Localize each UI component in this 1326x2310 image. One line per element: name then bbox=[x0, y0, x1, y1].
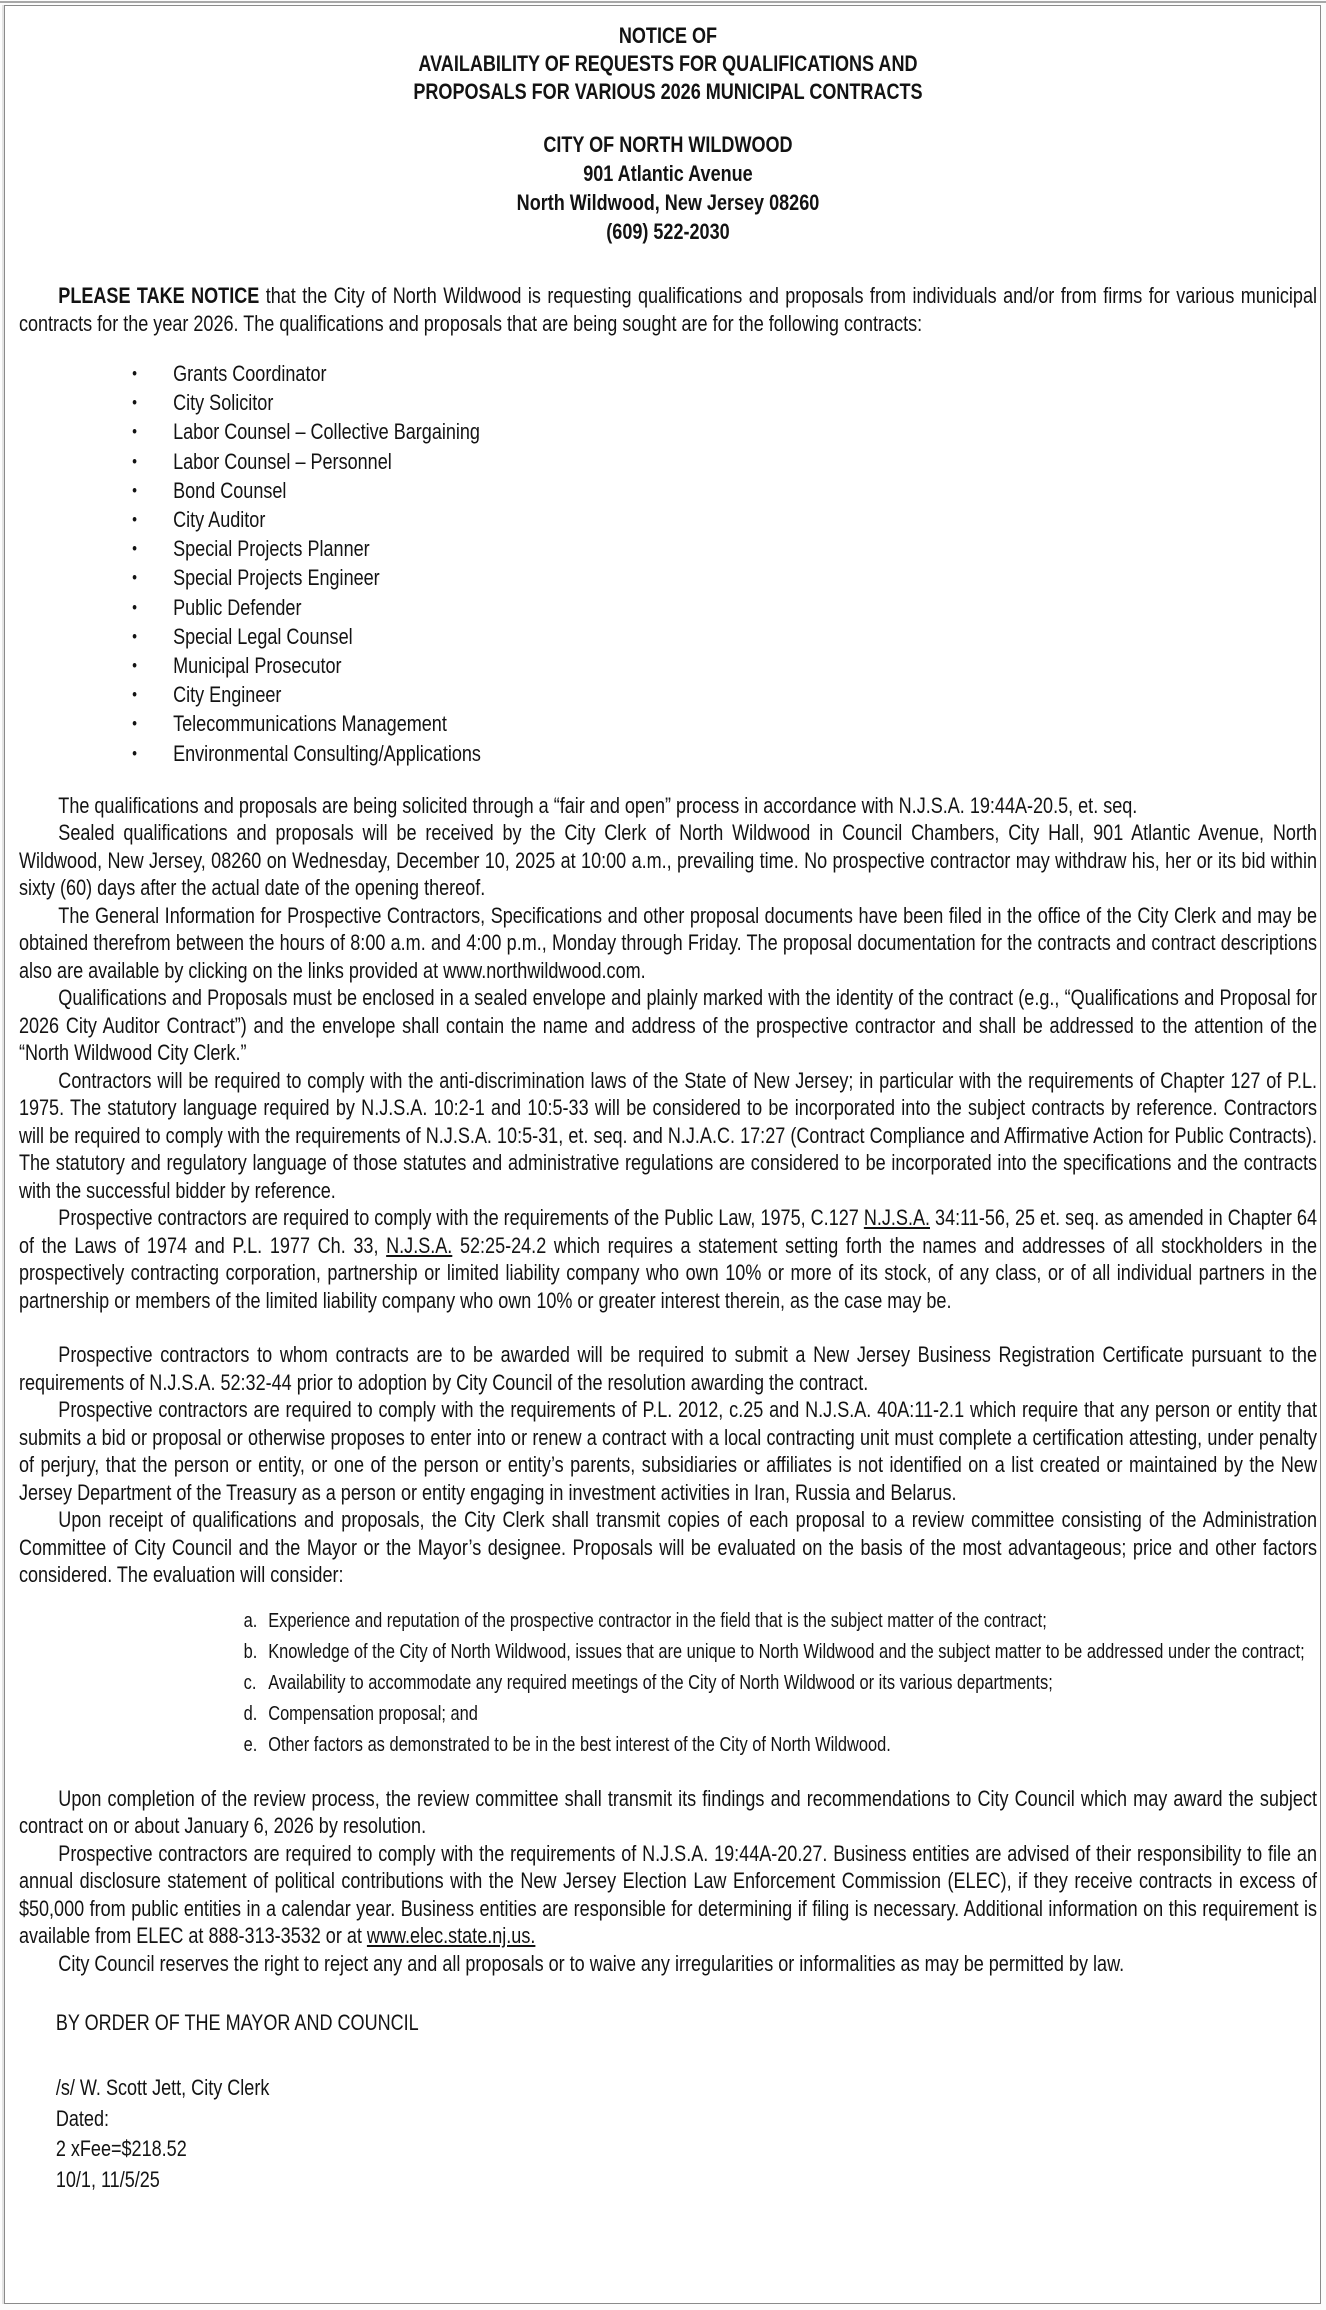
contract-list-item bbox=[132, 651, 1317, 680]
paragraph-sealed-proposals: Sealed qualifications and proposals will be received by the City Clerk of North Wildwood in Council Chambers, City Hall, 901 Atlantic Avenue, North Wildwood, New Jersey, 08260 on Wednesday, December 10, 2025 at 10:00 a.m., prevailing time. No prospective contractor may withdraw his, her or its bid within sixty (60) days after the actual date of the opening thereof. bbox=[18, 820, 1318, 901]
intro-text: that the City of North Wildwood is requesting qualifications and proposals from individuals and/or from firms for various municipal contracts for the year 2026. The qualifications and proposals that are being sought are for the following contracts: bbox=[18, 283, 1317, 336]
intro-paragraph bbox=[19, 282, 1317, 337]
bullet-icon: • bbox=[132, 656, 137, 676]
criteria-item bbox=[244, 1700, 1310, 1728]
criteria-letter: c. bbox=[243, 1671, 257, 1694]
dated-label: Dated: bbox=[55, 2105, 109, 2131]
elec-text: Prospective contractors are required to comply with the requirements of N.J.S.A. 19:44A-20.27. Business entities are advised of their responsibility to file an annual disclosure statement of political contributions with the New Jersey Election Law Enforcement Commission (ELEC), if they receive contracts in excess of $50,000 from public entities in a calendar year. Business entities are responsible for determining if filing is necessary. Additional information on this requirement is available from ELEC at 888-313-3532 or at bbox=[18, 1840, 1318, 1949]
njsa-citation-underlined-1: N.J.S.A. bbox=[863, 1205, 930, 1231]
criteria-letter: b. bbox=[243, 1640, 258, 1663]
contract-name: Public Defender bbox=[173, 594, 302, 620]
signature-block bbox=[56, 2073, 1317, 2195]
contract-name: Labor Counsel – Personnel bbox=[173, 448, 392, 474]
title-line-2: AVAILABILITY OF REQUESTS FOR QUALIFICATIONS AND bbox=[418, 51, 918, 76]
criteria-text: Other factors as demonstrated to be in the best interest of the City of North Wildwood. bbox=[268, 1733, 891, 1756]
issuer-name: CITY OF NORTH WILDWOOD bbox=[543, 132, 793, 157]
contract-name: Special Projects Engineer bbox=[173, 565, 380, 591]
criteria-letter: a. bbox=[243, 1609, 258, 1632]
paragraph-envelope: Qualifications and Proposals must be enclosed in a sealed envelope and plainly marked with the identity of the contract (e.g., “Qualifications and Proposal for 2026 City Auditor Contract”) and the envelope shall contain the name and address of the prospective contractor and shall be addressed to the attention of the “North Wildwood City Clerk.” bbox=[18, 985, 1318, 1066]
bullet-icon: • bbox=[132, 568, 137, 588]
contract-name: Municipal Prosecutor bbox=[173, 653, 342, 679]
contract-name: City Engineer bbox=[173, 682, 282, 708]
paragraph-business-registration: Prospective contractors to whom contracts are to be awarded will be required to submit a New Jersey Business Registration Certificate pursuant to the requirements of N.J.S.A. 52:32-44 prior to adoption by City Council of the resolution awarding the contract. bbox=[18, 1342, 1317, 1395]
criteria-item bbox=[244, 1731, 1310, 1759]
notice-page bbox=[4, 5, 1321, 2304]
contract-name: Grants Coordinator bbox=[173, 361, 327, 386]
paragraph-elec bbox=[19, 1840, 1317, 1950]
criteria-text: Availability to accommodate any required meetings of the City of North Wildwood or its various departments; bbox=[268, 1671, 1053, 1694]
paragraph-reject-rights: City Council reserves the right to reject any and all proposals or to waive any irregularities or informalities as may be permitted by law. bbox=[58, 1950, 1125, 1976]
bullet-icon: • bbox=[132, 510, 137, 530]
bullet-icon: • bbox=[132, 480, 137, 500]
contract-list-item bbox=[132, 359, 1317, 388]
contract-name: Special Legal Counsel bbox=[173, 623, 353, 649]
title-line-3: PROPOSALS FOR VARIOUS 2026 MUNICIPAL CONTRACTS bbox=[413, 79, 923, 104]
bullet-icon: • bbox=[132, 364, 137, 383]
body-paragraphs bbox=[19, 792, 1317, 1978]
title-line-1: NOTICE OF bbox=[618, 23, 718, 48]
paragraph-fair-open: The qualifications and proposals are being solicited through a “fair and open” process in accordance with N.J.S.A. 19:44A-20.5, et. seq. bbox=[58, 792, 1138, 818]
contract-name: Special Projects Planner bbox=[173, 536, 370, 562]
elec-url: www.elec.state.nj.us. bbox=[366, 1923, 536, 1949]
criteria-letter: e. bbox=[243, 1733, 258, 1756]
contract-name: City Auditor bbox=[173, 507, 266, 533]
contract-list-item bbox=[132, 388, 1317, 417]
paragraph-award: Upon completion of the review process, the review committee shall transmit its findings and recommendations to City Council which may award the subject contract on or about January 6, 2026 by resolution. bbox=[18, 1785, 1317, 1839]
contract-list-item bbox=[132, 739, 1317, 768]
bullet-icon: • bbox=[132, 539, 137, 559]
contract-list-item bbox=[132, 680, 1317, 709]
contract-list-item bbox=[132, 709, 1317, 738]
stockholders-text-3: 52:25-24.2 which requires a statement setting forth the names and addresses of all stockholders in the prospectively contracting corporation, partnership or limited liability company who own 10% or more of its stock, of any class, or of all individual partners in the partnership or members of the limited liability company who own 10% or greater interest therein, as the case may be. bbox=[18, 1232, 1318, 1313]
contract-name: Telecommunications Management bbox=[173, 711, 447, 737]
contracts-list bbox=[132, 359, 1317, 768]
criteria-item bbox=[244, 1607, 1310, 1635]
issuer-city-state-zip: North Wildwood, New Jersey 08260 bbox=[516, 190, 820, 215]
stockholders-text-2: 34:11-56, 25 et. seq. as amended in Chapter 64 of the Laws of 1974 and P.L. 1977 Ch. 33, bbox=[18, 1205, 1317, 1258]
njsa-citation-underlined-2: N.J.S.A. bbox=[386, 1232, 453, 1258]
contract-list-item bbox=[132, 476, 1317, 505]
criteria-text: Knowledge of the City of North Wildwood, issues that are unique to North Wildwood and the subject matter to be addressed under the contract; bbox=[268, 1640, 1305, 1663]
bullet-icon: • bbox=[132, 685, 137, 705]
criteria-text: Experience and reputation of the prospective contractor in the field that is the subject matter of the contract; bbox=[268, 1609, 1047, 1632]
contract-list-item bbox=[132, 505, 1317, 534]
issuer-block bbox=[19, 130, 1317, 246]
contract-list-item bbox=[132, 417, 1317, 446]
paragraph-investment-activities: Prospective contractors are required to comply with the requirements of P.L. 2012, c.25 and N.J.S.A. 40A:11-2.1 which require that any person or entity that submits a bid or proposal or otherwise proposes to enter into or renew a contract with a local contracting unit must complete a certification attesting, under penalty of perjury, that the person or entity, or one of the person or entity’s parents, subsidiaries or affiliates is not identified on a list created or maintained by the New Jersey Department of the Treasury as a person or entity engaging in investment activities in Iran, Russia and Belarus. bbox=[18, 1397, 1318, 1505]
contract-list-item bbox=[132, 447, 1317, 476]
bullet-icon: • bbox=[132, 451, 137, 471]
contract-name: Environmental Consulting/Applications bbox=[173, 740, 481, 766]
run-dates: 10/1, 11/5/25 bbox=[55, 2166, 160, 2192]
criteria-letter: d. bbox=[243, 1702, 258, 1725]
paragraph-general-information: The General Information for Prospective Contractors, Specifications and other proposal documents have been filed in the office of the City Clerk and may be obtained therefrom between the hours of 8:00 a.m. and 4:00 p.m., Monday through Friday. The proposal documentation for the contracts and contract descriptions also are available by clicking on the links provided at www.northwildwood.com. bbox=[18, 902, 1318, 983]
bullet-icon: • bbox=[132, 714, 137, 734]
contract-list-item bbox=[132, 534, 1317, 563]
contract-name: Bond Counsel bbox=[173, 477, 287, 503]
stockholders-text-1: Prospective contractors are required to comply with the requirements of the Public Law, 1975, C.127 bbox=[58, 1205, 864, 1231]
issuer-phone: (609) 522-2030 bbox=[606, 219, 730, 244]
by-order-line: BY ORDER OF THE MAYOR AND COUNCIL bbox=[55, 2010, 419, 2036]
contract-list-item bbox=[132, 593, 1317, 622]
paragraph-antidiscrimination: Contractors will be required to comply with the anti-discrimination laws of the State of New Jersey; in particular with the requirements of Chapter 127 of P.L. 1975. The statutory language required by N.J.S.A. 10:2-1 and 10:5-33 will be considered to be incorporated into the subject contracts by reference. Contractors will be required to comply with the requirements of N.J.S.A. 10:5-31, et. seq. and N.J.A.C. 17:27 (Contract Compliance and Affirmative Action for Public Contracts). The statutory and regulatory language of those statutes and administrative regulations are considered to be incorporated into the specifications and the contracts with the successful bidder by reference. bbox=[18, 1067, 1318, 1203]
page-top-rule bbox=[0, 1, 1326, 3]
bullet-icon: • bbox=[132, 597, 137, 617]
please-take-notice-lead: PLEASE TAKE NOTICE bbox=[58, 283, 260, 308]
bullet-icon: • bbox=[132, 422, 137, 442]
criteria-text: Compensation proposal; and bbox=[268, 1702, 478, 1725]
contract-name: Labor Counsel – Collective Bargaining bbox=[173, 419, 480, 445]
issuer-street: 901 Atlantic Avenue bbox=[583, 161, 753, 186]
bullet-icon: • bbox=[132, 743, 137, 763]
contract-name: City Solicitor bbox=[173, 390, 274, 416]
bullet-icon: • bbox=[132, 393, 137, 413]
notice-title bbox=[19, 22, 1317, 106]
notice-content bbox=[5, 6, 1321, 2195]
clerk-signature: /s/ W. Scott Jett, City Clerk bbox=[55, 2075, 270, 2101]
contract-list-item bbox=[132, 563, 1317, 592]
fee-line: 2 xFee=$218.52 bbox=[55, 2136, 187, 2162]
bullet-icon: • bbox=[132, 626, 137, 646]
criteria-item bbox=[244, 1669, 1310, 1697]
paragraph-stockholders bbox=[19, 1204, 1317, 1314]
criteria-item bbox=[244, 1638, 1310, 1666]
evaluation-criteria-list bbox=[244, 1607, 1310, 1759]
paragraph-review-committee: Upon receipt of qualifications and proposals, the City Clerk shall transmit copies of each proposal to a review committee consisting of the Administration Committee of City Council and the Mayor or the Mayor’s designee. Proposals will be evaluated on the basis of the most advantageous; price and other factors considered. The evaluation will consider: bbox=[18, 1507, 1318, 1588]
contract-list-item bbox=[132, 622, 1317, 651]
